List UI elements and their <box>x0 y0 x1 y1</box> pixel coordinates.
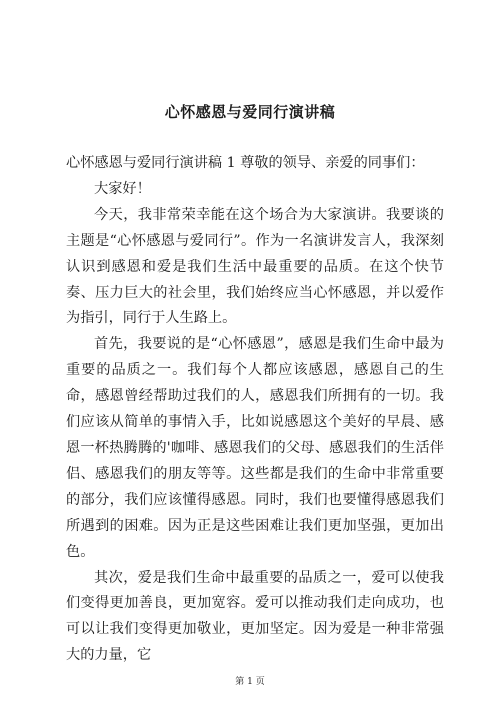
salutation-line: 心怀感恩与爱同行演讲稿 1 尊敬的领导、亲爱的同事们： <box>66 155 425 171</box>
paragraph-intro: 今天，我非常荣幸能在这个场合为大家演讲。我要谈的主题是“心怀感恩与爱同行”。作为一名演讲发言人，我深刻认识到感恩和爱是我们生活中最重要的品质。在这个快节奏、压力巨大的社会里，我们始终应当心怀感恩，并以爱作为指引，同行于人生路上。 <box>66 206 444 327</box>
document-title: 心怀感恩与爱同行演讲稿 <box>164 103 336 121</box>
page-number: 第 1 页 <box>235 677 265 687</box>
paragraph-gratitude: 首先，我要说的是“心怀感恩”，感恩是我们生命中最为重要的品质之一。我们每个人都应该感恩，感恩自己的生命，感恩曾经帮助过我们的人，感恩我们所拥有的一切。我们应该从简单的事情入手，比如说感恩这个美好的早晨、感恩一杯热腾腾的'咖啡、感恩我们的父母、感恩我们的生活伴侣、感恩我们的朋友等等。这些都是我们的生命中非常重要的部分，我们应该懂得感恩。同时，我们也要懂得感恩我们所遇到的困难。因为正是这些困难让我们更加坚强，更加出色。 <box>66 336 444 560</box>
paragraph-love: 其次，爱是我们生命中最重要的品质之一，爱可以使我们变得更加善良，更加宽容。爱可以推动我们走向成功，也可以让我们变得更加敬业，更加坚定。因为爱是一种非常强大的力量，它 <box>66 569 444 664</box>
document-body <box>66 151 444 669</box>
paragraph-greeting: 大家好！ <box>94 180 151 197</box>
